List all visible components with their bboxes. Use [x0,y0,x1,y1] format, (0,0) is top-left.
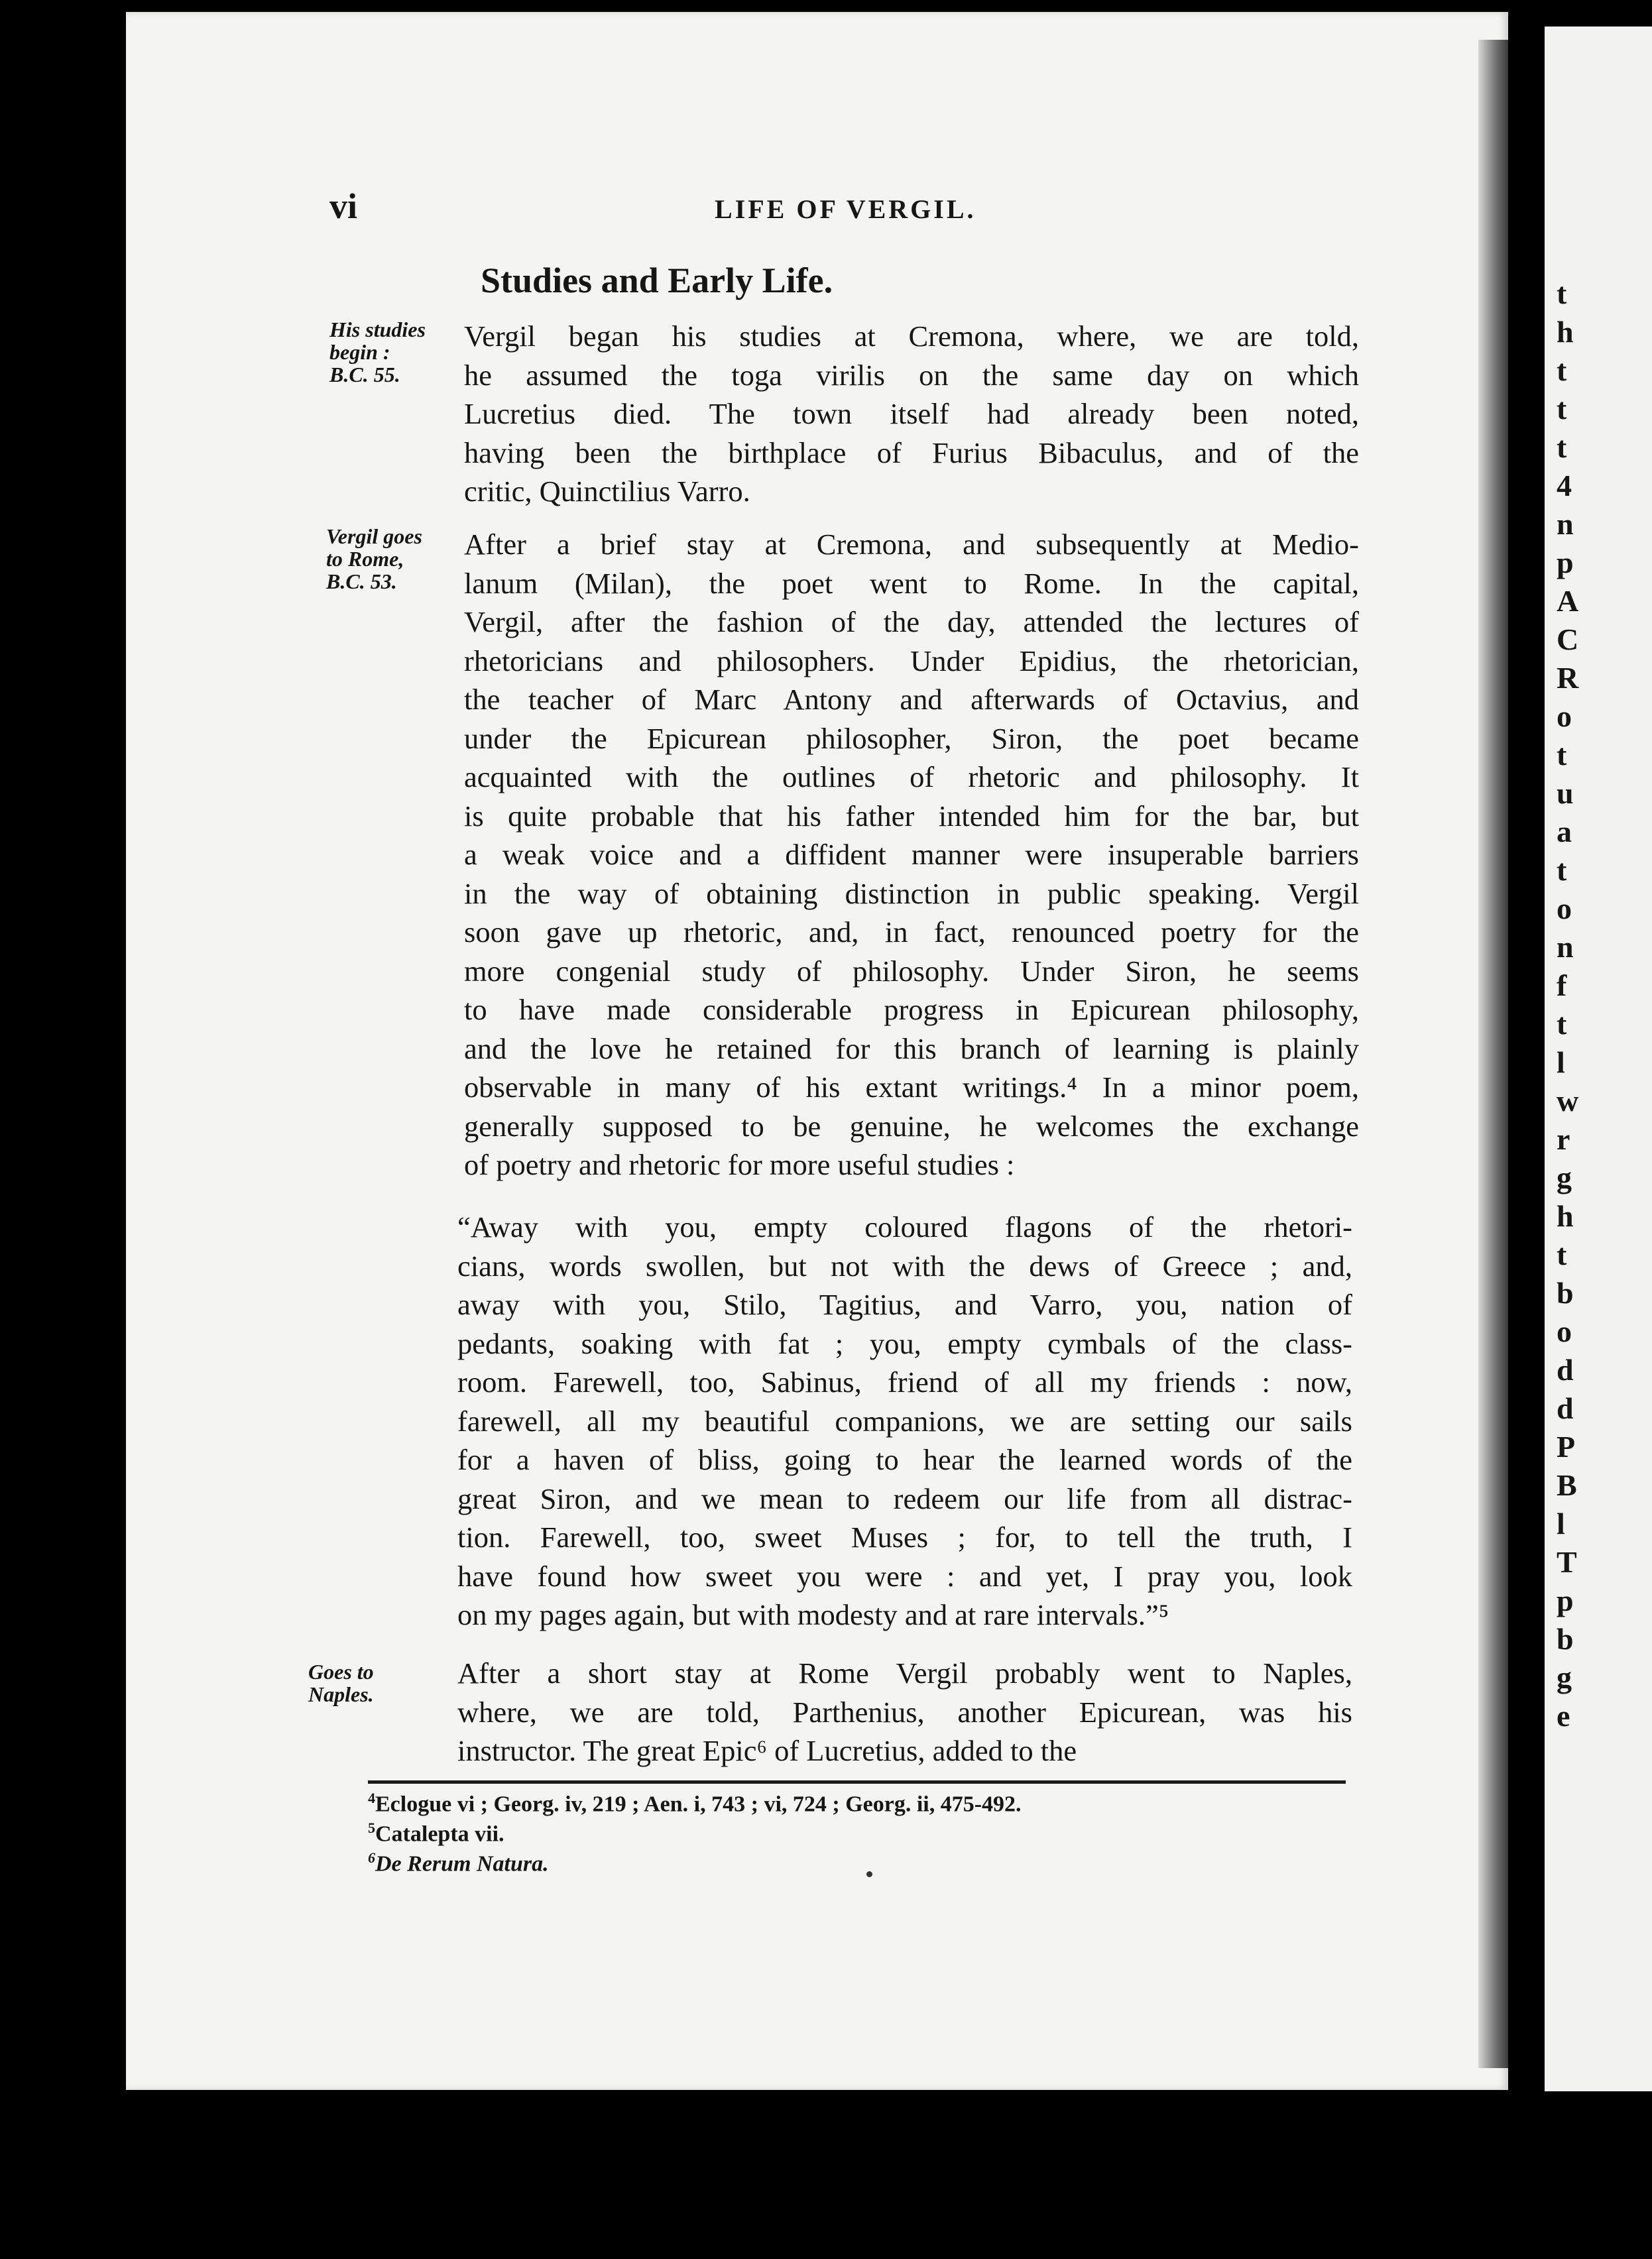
text-line: having been the birthplace of Furius Bibaculus, and of the [464,435,1359,469]
text-line: generally supposed to be genuine, he welcomes the exchange [464,1109,1359,1143]
facing-page-edge [1545,27,1652,2091]
facing-page-letter: P [1557,1430,1576,1464]
facing-page-letter: t [1557,430,1567,464]
text-line: where, we are told, Parthenius, another Epicurean, was his [457,1695,1352,1729]
text-line: cians, words swollen, but not with the dews of Greece ; and, [457,1249,1352,1283]
footnote-text: Catalepta vii. [375,1822,504,1847]
page-number: vi [329,186,358,226]
facing-page-letter: d [1557,1353,1574,1387]
facing-page-letter: 4 [1557,469,1572,502]
text-line: Vergil, after the fashion of the day, attended the lectures of [464,605,1359,638]
footnote-5 [368,1820,504,1847]
text-line: to have made considerable progress in Epicurean philosophy, [464,993,1359,1026]
text-line: farewell, all my beautiful companions, we are setting our sails [457,1404,1352,1438]
facing-page-letter: t [1557,1238,1567,1271]
text-line: pedants, soaking with fat ; you, empty cymbals of the class- [457,1326,1352,1360]
sidenote-line: B.C. 53. [326,569,397,593]
text-line: observable in many of his extant writings.⁴ In a minor poem, [464,1071,1359,1104]
text-line: Vergil began his studies at Cremona, where, we are told, [464,319,1359,353]
facing-page-letter: A [1557,584,1579,618]
sidenote-line: to Rome, [326,547,404,571]
sidenote-line: Vergil goes [326,524,422,548]
text-line: rhetoricians and philosophers. Under Epidius, the rhetorician, [464,644,1359,677]
text-line: of poetry and rhetoric for more useful studies : [464,1148,1015,1181]
text-line: more congenial study of philosophy. Under Siron, he seems [464,954,1359,988]
facing-page-letter: t [1557,738,1567,772]
facing-page-letter: b [1557,1276,1574,1310]
text-line: in the way of obtaining distinction in public speaking. Vergil [464,876,1359,910]
facing-page-letter: o [1557,892,1572,925]
facing-page-letter: p [1557,546,1574,579]
text-line: lanum (Milan), the poet went to Rome. In the capital, [464,566,1359,600]
footnote-4 [368,1790,1022,1817]
text-line: “Away with you, empty coloured flagons of the rhetori- [457,1210,1352,1244]
text-line: have found how sweet you were : and yet, I pray you, look [457,1559,1352,1593]
facing-page-letter: o [1557,1314,1572,1348]
facing-page-letter: p [1557,1584,1574,1617]
text-line: on my pages again, but with modesty and at rare intervals.”⁵ [457,1598,1169,1631]
footnote-text: Eclogue vi ; Georg. iv, 219 ; Aen. i, 743 ; vi, 724 ; Georg. ii, 475-492. [375,1792,1022,1817]
facing-page-letter: o [1557,699,1572,733]
text-line: for a haven of bliss, going to hear the learned words of the [457,1443,1352,1476]
footnote-rule [368,1780,1346,1784]
facing-page-letter: t [1557,276,1567,310]
text-line: a weak voice and a diffident manner were insuperable barriers [464,838,1359,871]
text-line: soon gave up rhetoric, and, in fact, renounced poetry for the [464,915,1359,949]
book-gutter [1478,40,1508,2068]
text-line: the teacher of Marc Antony and afterwards of Octavius, and [464,683,1359,716]
facing-page-letter: g [1557,1660,1572,1694]
text-line: he assumed the toga virilis on the same day on which [464,358,1359,392]
facing-page-letter: a [1557,815,1572,848]
facing-page-letter: T [1557,1545,1577,1579]
text-line: critic, Quinctilius Varro. [464,475,750,508]
facing-page-letter: b [1557,1622,1574,1656]
text-line: acquainted with the outlines of rhetoric and philosophy. It [464,760,1359,793]
facing-page-letter: t [1557,392,1567,426]
paragraph-cremona [464,317,1359,511]
facing-page-letter: t [1557,353,1567,387]
facing-page-letter: l [1557,1507,1565,1540]
text-line: Lucretius died. The town itself had already been noted, [464,397,1359,430]
footnote-mark: 5 [368,1820,375,1836]
facing-page-letter: n [1557,930,1574,964]
text-line: is quite probable that his father intended him for the bar, but [464,799,1359,833]
sidenote-studies-begin [329,318,482,386]
facing-page-letter: g [1557,1161,1572,1194]
paragraph-quoted-poem [457,1208,1352,1635]
page-speck [866,1871,872,1877]
text-line: After a brief stay at Cremona, and subsequently at Medio- [464,528,1359,561]
text-line: room. Farewell, too, Sabinus, friend of all my friends : now, [457,1365,1352,1399]
facing-page-letter: t [1557,1007,1567,1041]
facing-page-letter: d [1557,1391,1574,1425]
footnote-mark: 6 [368,1849,375,1866]
facing-page-letter: h [1557,1199,1574,1233]
facing-page-letter: f [1557,968,1567,1002]
facing-page-letter: R [1557,661,1579,695]
text-line: away with you, Stilo, Tagitius, and Varro, you, nation of [457,1288,1352,1321]
text-line: instructor. The great Epic⁶ of Lucretius, added to the [457,1734,1077,1767]
sidenote-line: B.C. 55. [329,363,400,386]
facing-page-letter: u [1557,776,1574,810]
facing-page-letter: w [1557,1084,1579,1118]
facing-page-letter: r [1557,1122,1570,1156]
facing-page-letter: B [1557,1468,1577,1502]
running-head: LIFE OF VERGIL. [715,194,976,224]
text-line: and the love he retained for this branch of learning is plainly [464,1031,1359,1065]
text-line: After a short stay at Rome Vergil probably went to Naples, [457,1656,1352,1690]
text-line: great Siron, and we mean to redeem our life from all distrac- [457,1481,1352,1515]
footnote-text: De Rerum Natura. [375,1851,549,1877]
sidenote-line: Goes to [308,1660,374,1684]
facing-page-letter: n [1557,507,1574,541]
sidenote-vergil-goes-to-rome [326,525,479,593]
text-line: under the Epicurean philosopher, Siron, the poet became [464,721,1359,755]
sidenote-line: Naples. [308,1682,374,1706]
section-heading: Studies and Early Life. [481,261,833,300]
sidenote-line: begin : [329,340,390,364]
footnote-mark: 4 [368,1790,375,1806]
paragraph-naples [457,1654,1352,1770]
facing-page-letter: t [1557,853,1567,887]
facing-page-letter: C [1557,622,1579,656]
sidenote-goes-to-naples [308,1660,461,1706]
paragraph-rome [464,525,1359,1185]
text-line: tion. Farewell, too, sweet Muses ; for, to tell the truth, I [457,1521,1352,1554]
footnote-6 [368,1849,549,1877]
sidenote-line: His studies [329,318,426,341]
facing-page-letter: l [1557,1045,1565,1079]
facing-page-letter: e [1557,1699,1570,1733]
facing-page-letter: h [1557,315,1574,349]
